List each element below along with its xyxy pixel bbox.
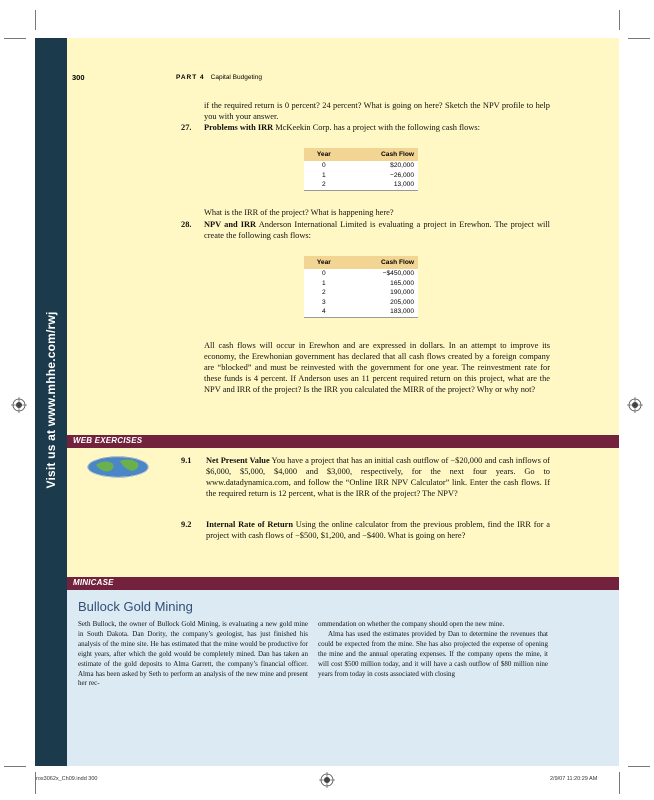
table-cell: −$450,000 xyxy=(382,270,414,278)
problem-continuation: if the required return is 0 percent? 24 percent? What is going on here? Sketch the NPV profile to help you with your answer. xyxy=(204,101,550,121)
table-row xyxy=(304,161,418,171)
minicase-paragraph: Seth Bullock, the owner of Bullock Gold Mining, is evaluating a new gold mine in South Dakota. Dan Dority, the company’s geologist, has just finished his analysis of the mine site. He has estimated that the mine would be productive for eight years, after which the gold would be completely mined. Dan has taken an estimate of the gold deposits to Alma Garrett, the company’s financial officer. Alma has been asked by Seth to perform an analysis of the new mine and present her rec- xyxy=(78,620,308,688)
part-label: PART 4 xyxy=(176,74,205,81)
table-cell: −26,000 xyxy=(389,171,414,179)
minicase-bar xyxy=(67,577,619,590)
exercise-9-2-text: Using the online calculator from the previous problem, find the IRR for a project with cash flows of −$500, $1,200, and −$400. What is going on here? xyxy=(206,520,550,540)
table-row xyxy=(304,269,418,279)
crop-mark xyxy=(619,10,620,30)
registration-mark-icon xyxy=(627,397,643,413)
problem-27-title: Problems with IRR xyxy=(204,123,274,132)
table-cell: 205,000 xyxy=(390,298,414,306)
problem-28-title: NPV and IRR xyxy=(204,220,257,229)
crop-mark xyxy=(35,10,36,30)
table-header: Cash Flow xyxy=(344,148,418,161)
footer-file-slug: ros3062x_Ch09.indd 300 xyxy=(36,776,98,782)
exercise-9-1-text: You have a project that has an initial cash outflow of −$20,000 and cash inflows of $6,000, $5,000, $4,000 and $3,000, respectively, for the next four years. Go to www.datadynamica.com, and follow the “Online IRR NPV Calculator” link. Enter the cash flows. If the required return is 12 percent, what is the IRR of the project? The NPV? xyxy=(206,456,550,498)
table-cell: 2 xyxy=(304,180,344,190)
crop-mark xyxy=(628,38,650,39)
table-header: Year xyxy=(304,256,344,269)
crop-mark xyxy=(628,766,650,767)
minicase-column-2 xyxy=(318,620,548,679)
problem-28-text: Anderson International Limited is evaluating a project in Erewhon. The project will create the following cash flows: xyxy=(204,220,551,240)
minicase-heading: MINICASE xyxy=(73,578,114,587)
part-title: Capital Budgeting xyxy=(210,74,262,81)
globe-icon xyxy=(86,453,150,479)
table-header: Cash Flow xyxy=(344,256,418,269)
table-row xyxy=(304,180,418,190)
table-cell: 2 xyxy=(322,289,326,297)
crop-mark xyxy=(619,772,620,794)
problem-28-table xyxy=(304,256,418,318)
table-cell: 1 xyxy=(322,279,326,287)
registration-mark-icon xyxy=(319,772,335,788)
table-cell: 1 xyxy=(322,171,326,179)
page-number: 300 xyxy=(72,73,85,82)
crop-mark xyxy=(4,38,26,39)
table-row xyxy=(304,279,418,289)
exercise-9-1-title: Net Present Value xyxy=(206,456,270,465)
table-header: Year xyxy=(304,148,344,161)
table-row xyxy=(304,171,418,181)
exercise-9-1-number: 9.1 xyxy=(181,456,192,465)
table-row xyxy=(304,288,418,298)
table-header-row xyxy=(304,256,418,269)
crop-mark xyxy=(4,766,26,767)
table-cell: 4 xyxy=(304,307,344,317)
table-cell: 0 xyxy=(322,270,326,278)
exercise-9-1-body xyxy=(206,456,550,500)
registration-mark-icon xyxy=(11,397,27,413)
problem-27-body xyxy=(204,123,550,134)
table-cell: 190,000 xyxy=(390,289,414,297)
table-cell: 3 xyxy=(322,298,326,306)
exercise-9-2-title: Internal Rate of Return xyxy=(206,520,293,529)
minicase-column-1 xyxy=(78,620,308,689)
minicase-paragraph: ommendation on whether the company should open the new mine. xyxy=(318,620,505,628)
problem-27-followup: What is the IRR of the project? What is happening here? xyxy=(204,208,394,217)
problem-28-body xyxy=(204,220,550,242)
web-exercises-bar xyxy=(67,435,619,448)
problem-27-table xyxy=(304,148,418,191)
problem-27-text: McKeekin Corp. has a project with the following cash flows: xyxy=(275,123,480,132)
table-row xyxy=(304,307,418,317)
table-cell: 13,000 xyxy=(344,180,418,190)
table-cell: 0 xyxy=(322,162,326,170)
minicase-title: Bullock Gold Mining xyxy=(78,599,193,614)
table-cell: 183,000 xyxy=(344,307,418,317)
table-cell: $20,000 xyxy=(390,162,414,170)
problem-28-number: 28. xyxy=(181,220,192,229)
exercise-9-2-number: 9.2 xyxy=(181,520,192,529)
exercise-9-2-body xyxy=(206,520,550,542)
table-cell: 165,000 xyxy=(390,279,414,287)
table-header-row xyxy=(304,148,418,161)
footer-timestamp: 2/9/07 11:20:29 AM xyxy=(550,776,598,782)
sidebar-url: Visit us at www.mhhe.com/rwj xyxy=(44,311,58,489)
running-header xyxy=(176,74,262,81)
problem-28-followup: All cash flows will occur in Erewhon and are expressed in dollars. In an attempt to improve its economy, the Erewhonian government has declared that all cash flows created by a foreign company are “blocked” and must be reinvested with the government for one year. The reinvestment rate for these funds is 4 percent. If Anderson uses an 11 percent required return on this project, what are the NPV and IRR of the project? Is the IRR you calculated the MIRR of the project? Why or why not? xyxy=(204,341,550,394)
table-row xyxy=(304,298,418,308)
minicase-paragraph: Alma has used the estimates provided by Dan to determine the revenues that could be expected from the mine. She has also projected the expense of opening the mine and the annual operating expenses. If the company opens the mine, it will cost $500 million today, and it will have a cash outflow of $80 million nine years from today in costs associated with closing xyxy=(318,629,548,678)
web-exercises-heading: WEB EXERCISES xyxy=(73,436,143,445)
problem-27-number: 27. xyxy=(181,123,192,132)
